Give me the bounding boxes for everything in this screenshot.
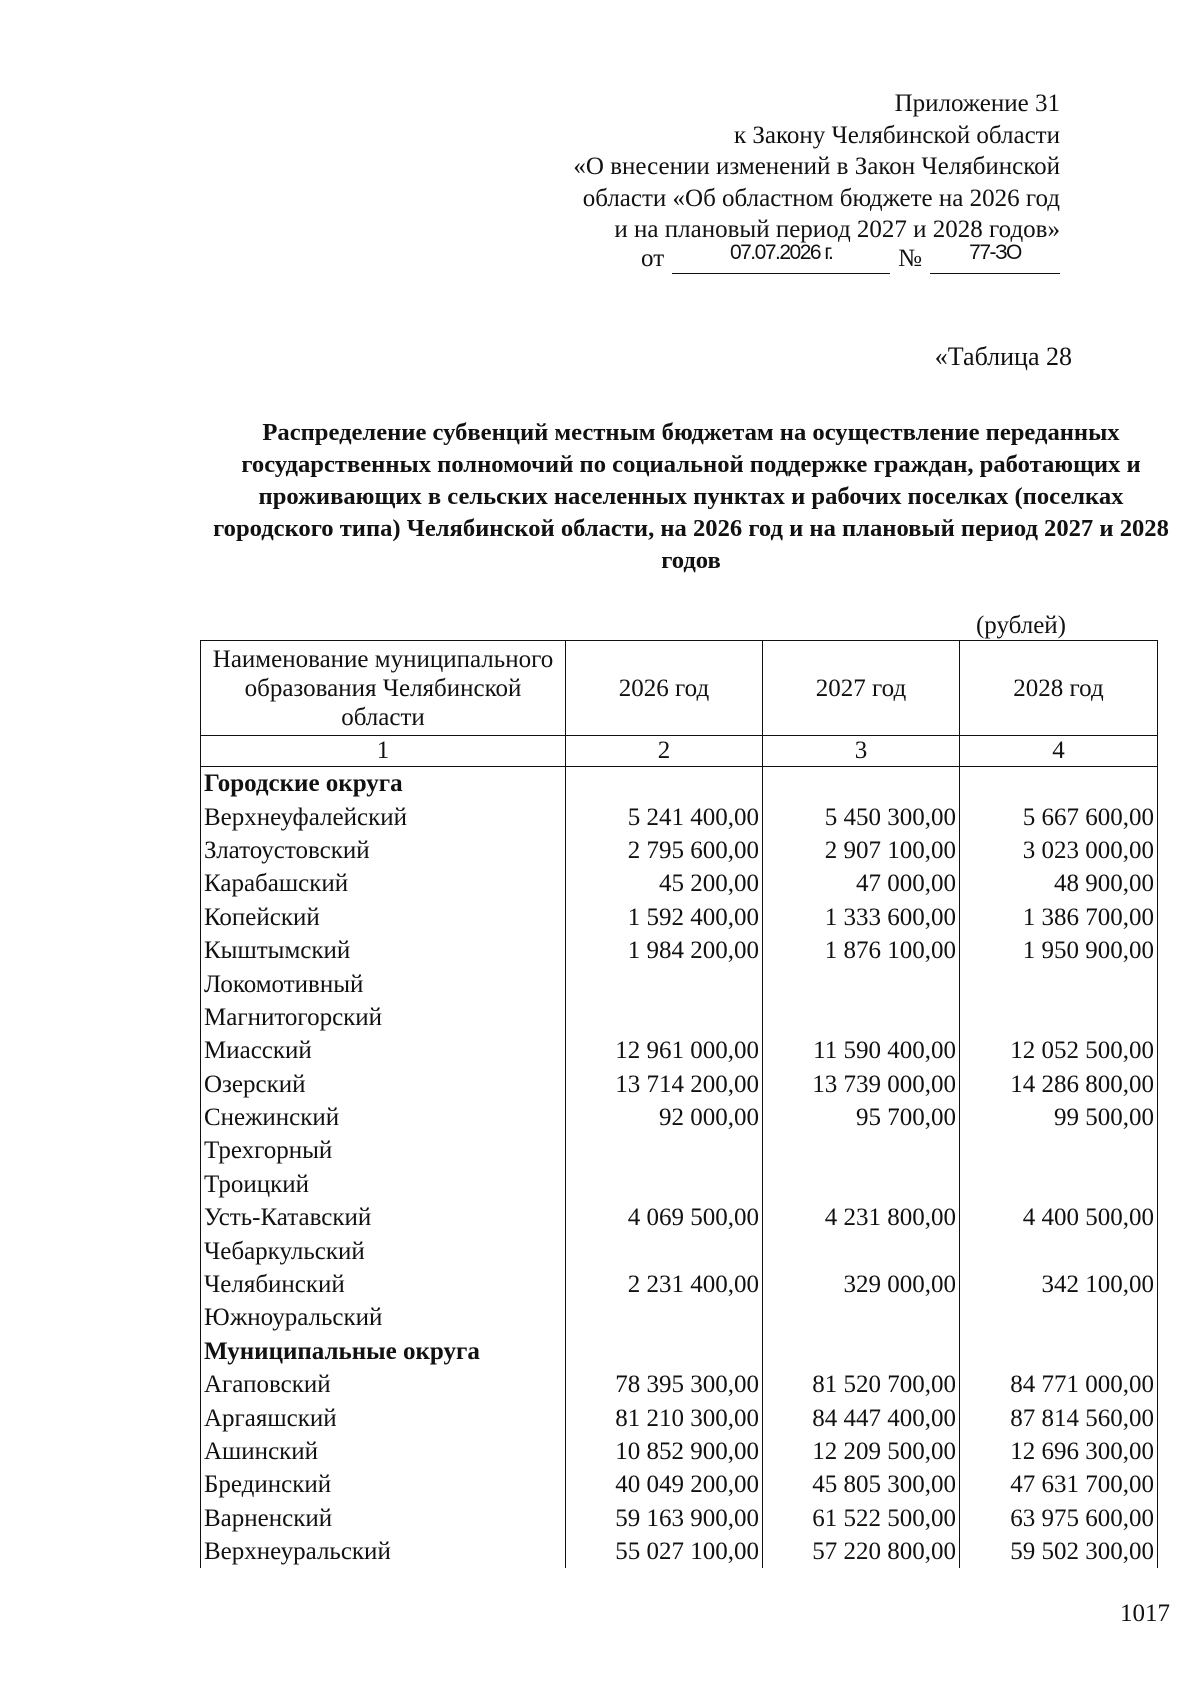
column-number: 2 [566,736,763,767]
value-2027-cell: 95 700,00 [763,1101,960,1134]
municipality-name-cell: Магнитогорский [201,1001,566,1034]
value-2028-cell [960,1001,1158,1034]
value-2027-cell: 47 000,00 [763,867,960,900]
value-2026-cell: 4 069 500,00 [566,1201,763,1234]
number-field [930,240,1060,274]
value-2027-cell: 1 876 100,00 [763,934,960,967]
column-number: 3 [763,736,960,767]
municipality-name-cell: Снежинский [201,1101,566,1134]
column-number: 1 [201,736,566,767]
header-line: Приложение 31 [894,90,1060,117]
value-2027-cell: 81 520 700,00 [763,1368,960,1401]
value-2027-cell [763,1234,960,1267]
municipality-name-cell: Чебаркульский [201,1234,566,1267]
value-2028-cell [960,1234,1158,1267]
table-header-row [201,641,1158,736]
value-2028-cell [960,1301,1158,1334]
column-header-name: Наименование муниципального образования Челябинской области [201,641,566,736]
value-2026-cell [566,967,763,1000]
value-2026-cell: 45 200,00 [566,867,763,900]
table-row [201,1134,1158,1167]
value-2027-cell: 5 450 300,00 [763,800,960,833]
value-2027-cell [763,767,960,801]
column-header-2028: 2028 год [960,641,1158,736]
table-row [201,1268,1158,1301]
value-2028-cell: 99 500,00 [960,1101,1158,1134]
value-2026-cell [566,1301,763,1334]
value-2028-cell: 1 950 900,00 [960,934,1158,967]
municipality-name-cell: Агаповский [201,1368,566,1401]
table-row [201,1435,1158,1468]
table-row [201,1201,1158,1234]
table-row [201,1001,1158,1034]
value-2028-cell: 84 771 000,00 [960,1368,1158,1401]
value-2027-cell: 13 739 000,00 [763,1068,960,1101]
value-2028-cell [960,1134,1158,1167]
table-row [201,834,1158,867]
value-2026-cell: 59 163 900,00 [566,1502,763,1535]
value-2026-cell: 78 395 300,00 [566,1368,763,1401]
value-2026-cell [566,1335,763,1368]
value-2027-cell [763,1001,960,1034]
value-2026-cell: 2 795 600,00 [566,834,763,867]
municipality-name-cell: Верхнеуфалейский [201,800,566,833]
subsidy-table [200,640,1158,1568]
table-row [201,800,1158,833]
value-2026-cell: 1 592 400,00 [566,901,763,934]
municipality-name-cell: Копейский [201,901,566,934]
municipality-name-cell: Южноуральский [201,1301,566,1334]
table-label: «Таблица 28 [934,342,1072,371]
value-2028-cell: 63 975 600,00 [960,1502,1158,1535]
value-2028-cell [960,767,1158,801]
table-row [201,1502,1158,1535]
value-2026-cell [566,767,763,801]
value-2028-cell: 342 100,00 [960,1268,1158,1301]
municipality-name-cell: Локомотивный [201,967,566,1000]
table-group-row [201,1335,1158,1368]
value-2026-cell: 2 231 400,00 [566,1268,763,1301]
value-2027-cell: 1 333 600,00 [763,901,960,934]
municipality-name-cell: Златоустовский [201,834,566,867]
value-2028-cell: 12 052 500,00 [960,1034,1158,1067]
number-value: 77-ЗО [969,240,1021,264]
value-2026-cell: 81 210 300,00 [566,1401,763,1434]
column-header-2027: 2027 год [763,641,960,736]
value-2027-cell [763,1134,960,1167]
value-2026-cell [566,1168,763,1201]
table-row [201,967,1158,1000]
value-2027-cell [763,1335,960,1368]
units-label: (рублей) [975,612,1066,639]
header-line: «О внесении изменений в Закон Челябинской [573,153,1060,180]
table-row [201,1234,1158,1267]
municipality-name-cell: Верхнеуральский [201,1535,566,1568]
value-2027-cell: 329 000,00 [763,1268,960,1301]
value-2026-cell [566,1001,763,1034]
municipality-name-cell: Троицкий [201,1168,566,1201]
municipality-name-cell: Миасский [201,1034,566,1067]
municipality-name-cell: Усть-Катавский [201,1201,566,1234]
table-row [201,1401,1158,1434]
table-group-row [201,767,1158,801]
table-row [201,1034,1158,1067]
value-2028-cell: 59 502 300,00 [960,1535,1158,1568]
table-row [201,1535,1158,1568]
value-2026-cell: 1 984 200,00 [566,934,763,967]
municipality-name-cell: Озерский [201,1068,566,1101]
value-2026-cell: 12 961 000,00 [566,1034,763,1067]
header-line: области «Об областном бюджете на 2026 год [582,184,1060,212]
number-label: № [898,244,922,272]
table-row [201,1468,1158,1501]
value-2027-cell: 11 590 400,00 [763,1034,960,1067]
value-2028-cell [960,1335,1158,1368]
value-2027-cell [763,1301,960,1334]
value-2028-cell [960,1168,1158,1201]
value-2027-cell: 61 522 500,00 [763,1502,960,1535]
value-2026-cell [566,1234,763,1267]
table-row [201,1301,1158,1334]
value-2027-cell [763,967,960,1000]
municipality-name-cell: Брединский [201,1468,566,1501]
table-row [201,1068,1158,1101]
value-2026-cell: 13 714 200,00 [566,1068,763,1101]
value-2027-cell: 4 231 800,00 [763,1201,960,1234]
municipality-name-cell: Трехгорный [201,1134,566,1167]
value-2026-cell: 5 241 400,00 [566,800,763,833]
document-title: Распределение субвенций местным бюджетам на осуществление переданных государственных полномочий по социальной поддержке граждан, работающих и проживающих в сельских населенных пунктах и рабочих поселках (поселках городского типа) Челябинской области, на 2026 год и на плановый период 2027 и 2028 годов [213,419,1169,574]
table-row [201,1101,1158,1134]
value-2027-cell: 45 805 300,00 [763,1468,960,1501]
value-2027-cell: 2 907 100,00 [763,834,960,867]
value-2028-cell: 14 286 800,00 [960,1068,1158,1101]
value-2027-cell [763,1168,960,1201]
value-2028-cell: 3 023 000,00 [960,834,1158,867]
value-2027-cell: 57 220 800,00 [763,1535,960,1568]
table-row [201,901,1158,934]
value-2026-cell: 92 000,00 [566,1101,763,1134]
column-number-row [201,736,1158,767]
date-label: от [641,244,665,272]
value-2026-cell: 10 852 900,00 [566,1435,763,1468]
law-date-number-row [500,240,1060,277]
municipality-name-cell: Городские округа [201,767,566,801]
value-2028-cell: 87 814 560,00 [960,1401,1158,1434]
table-row [201,1168,1158,1201]
header-line: к Закону Челябинской области [734,121,1060,149]
value-2026-cell: 40 049 200,00 [566,1468,763,1501]
date-value: 07.07.2026 г. [729,240,833,264]
value-2026-cell: 55 027 100,00 [566,1535,763,1568]
value-2028-cell: 1 386 700,00 [960,901,1158,934]
table-body [201,767,1158,1569]
municipality-name-cell: Муниципальные округа [201,1335,566,1368]
value-2027-cell: 12 209 500,00 [763,1435,960,1468]
municipality-name-cell: Челябинский [201,1268,566,1301]
municipality-name-cell: Варненский [201,1502,566,1535]
document-header [500,88,1060,277]
value-2027-cell: 84 447 400,00 [763,1401,960,1434]
table-row [201,1368,1158,1401]
header-line: и на плановый период 2027 и 2028 годов» [614,216,1060,243]
date-field [672,240,890,274]
column-number: 4 [960,736,1158,767]
page-number: 1017 [1120,1600,1170,1627]
table-row [201,867,1158,900]
column-header-2026: 2026 год [566,641,763,736]
value-2026-cell [566,1134,763,1167]
municipality-name-cell: Кыштымский [201,934,566,967]
value-2028-cell: 5 667 600,00 [960,800,1158,833]
value-2028-cell: 4 400 500,00 [960,1201,1158,1234]
value-2028-cell: 47 631 700,00 [960,1468,1158,1501]
value-2028-cell [960,967,1158,1000]
municipality-name-cell: Аргаяшский [201,1401,566,1434]
table-row [201,934,1158,967]
value-2028-cell: 48 900,00 [960,867,1158,900]
municipality-name-cell: Карабашский [201,867,566,900]
municipality-name-cell: Ашинский [201,1435,566,1468]
value-2028-cell: 12 696 300,00 [960,1435,1158,1468]
